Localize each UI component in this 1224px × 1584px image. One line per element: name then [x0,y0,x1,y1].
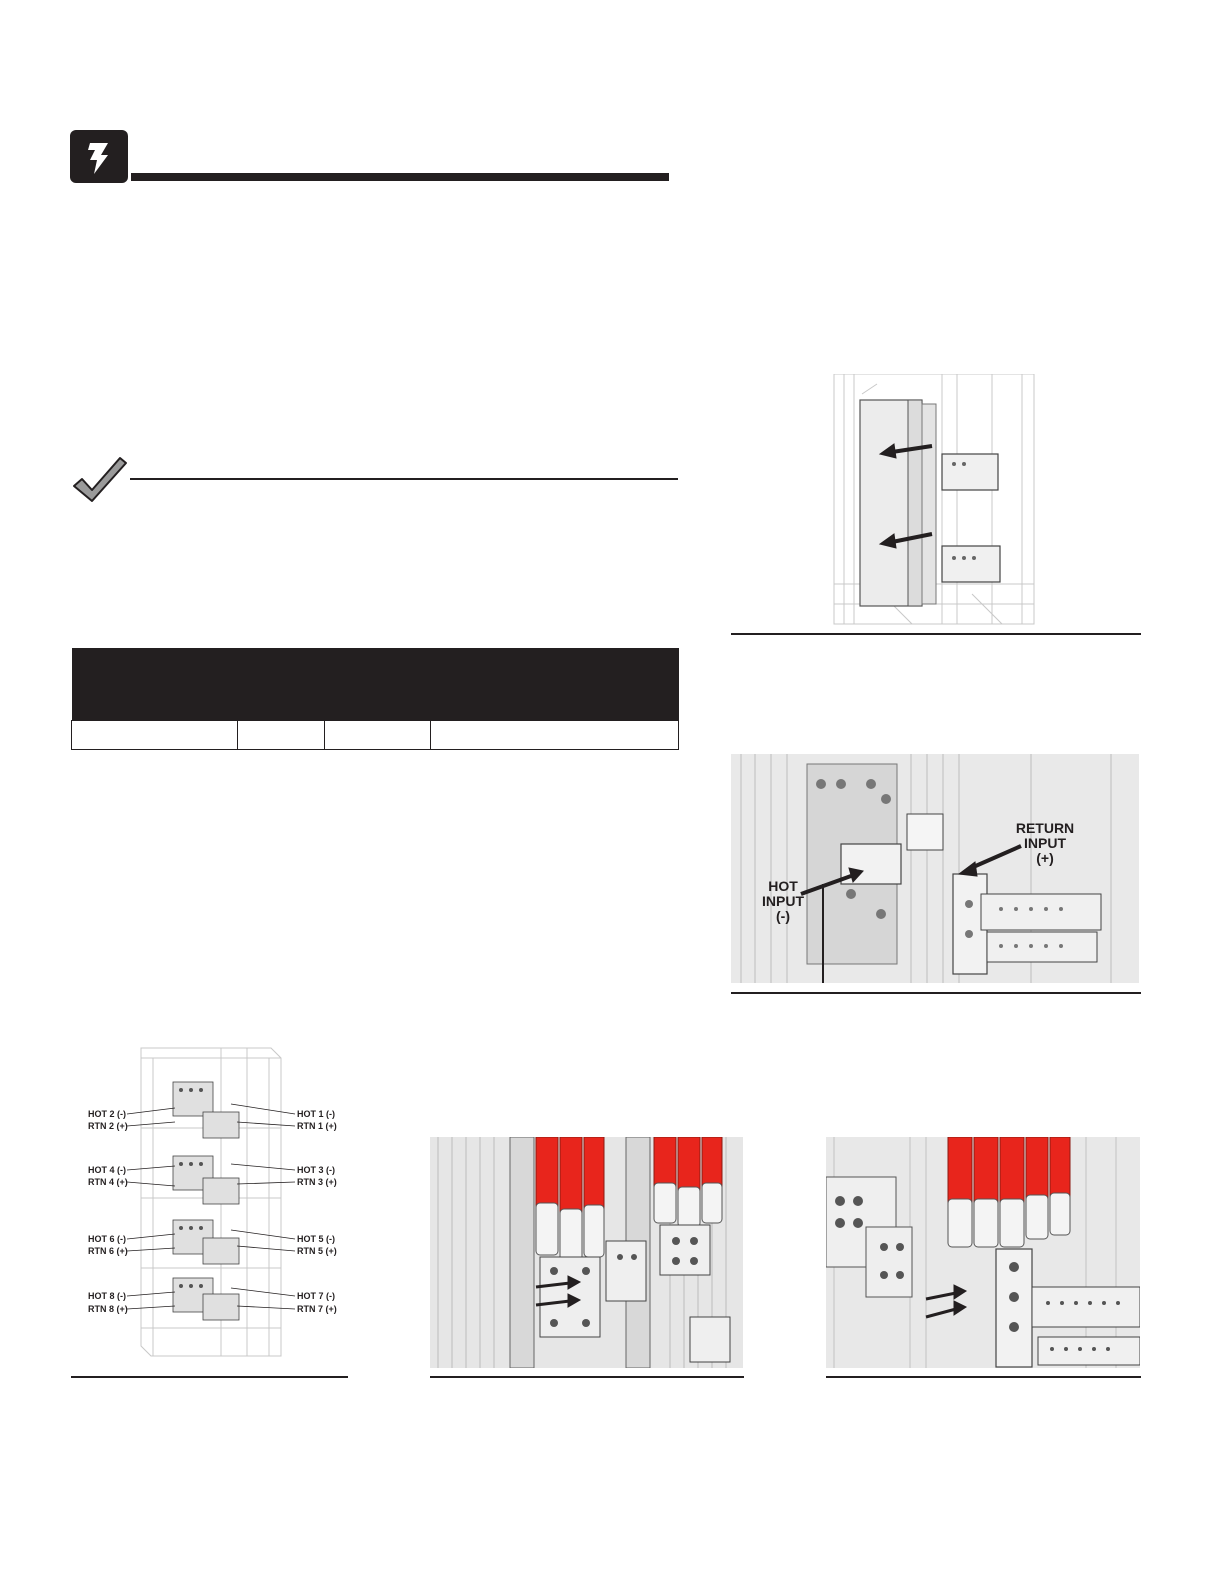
return-input-label-2: INPUT [1024,835,1066,851]
right-label: RTN 7 (+) [297,1304,337,1314]
return-cable-connection-figure [826,1137,1140,1368]
hot-cable-connection-figure [430,1137,743,1368]
table-header-cell [325,648,431,721]
right-label: HOT 5 (-) [297,1234,335,1244]
left-label: HOT 6 (-) [88,1234,126,1244]
return-input-label-3: (+) [1036,850,1054,866]
table-header-cell [238,648,325,721]
note-rule [130,478,678,480]
table-cell [72,721,238,750]
figure-rule [731,992,1141,994]
rack-overview-figure [71,1038,347,1368]
right-label: RTN 3 (+) [297,1177,337,1187]
section-rule [131,173,669,181]
table-cell [431,721,679,750]
left-label: HOT 4 (-) [88,1165,126,1175]
spec-table [71,648,679,750]
table-cell [325,721,431,750]
left-label: RTN 8 (+) [88,1304,128,1314]
right-label: HOT 3 (-) [297,1165,335,1175]
left-label: RTN 4 (+) [88,1177,128,1187]
right-label: RTN 1 (+) [297,1121,337,1131]
figure-rule [731,633,1141,635]
right-label: RTN 5 (+) [297,1246,337,1256]
input-detail-figure [731,754,1139,983]
cover-removal-figure [832,374,1038,626]
hot-input-label-1: HOT [768,878,798,894]
left-label: HOT 8 (-) [88,1291,126,1301]
figure-rule [430,1376,744,1378]
table-header-row [72,648,679,721]
table-row [72,721,679,750]
table-header-cell [72,648,238,721]
return-input-label-1: RETURN [1015,820,1075,836]
left-label: RTN 2 (+) [88,1121,128,1131]
checkmark-icon [70,454,128,504]
hot-input-label-3: (-) [776,908,790,924]
table-cell [238,721,325,750]
figure-rule [826,1376,1141,1378]
right-label: HOT 7 (-) [297,1291,335,1301]
table-header-cell [431,648,679,721]
hot-input-label-2: INPUT [762,893,804,909]
left-label: HOT 2 (-) [88,1109,126,1119]
figure-rule [71,1376,348,1378]
left-label: RTN 6 (+) [88,1246,128,1256]
right-label: HOT 1 (-) [297,1109,335,1119]
lightning-bolt-icon [70,130,128,183]
